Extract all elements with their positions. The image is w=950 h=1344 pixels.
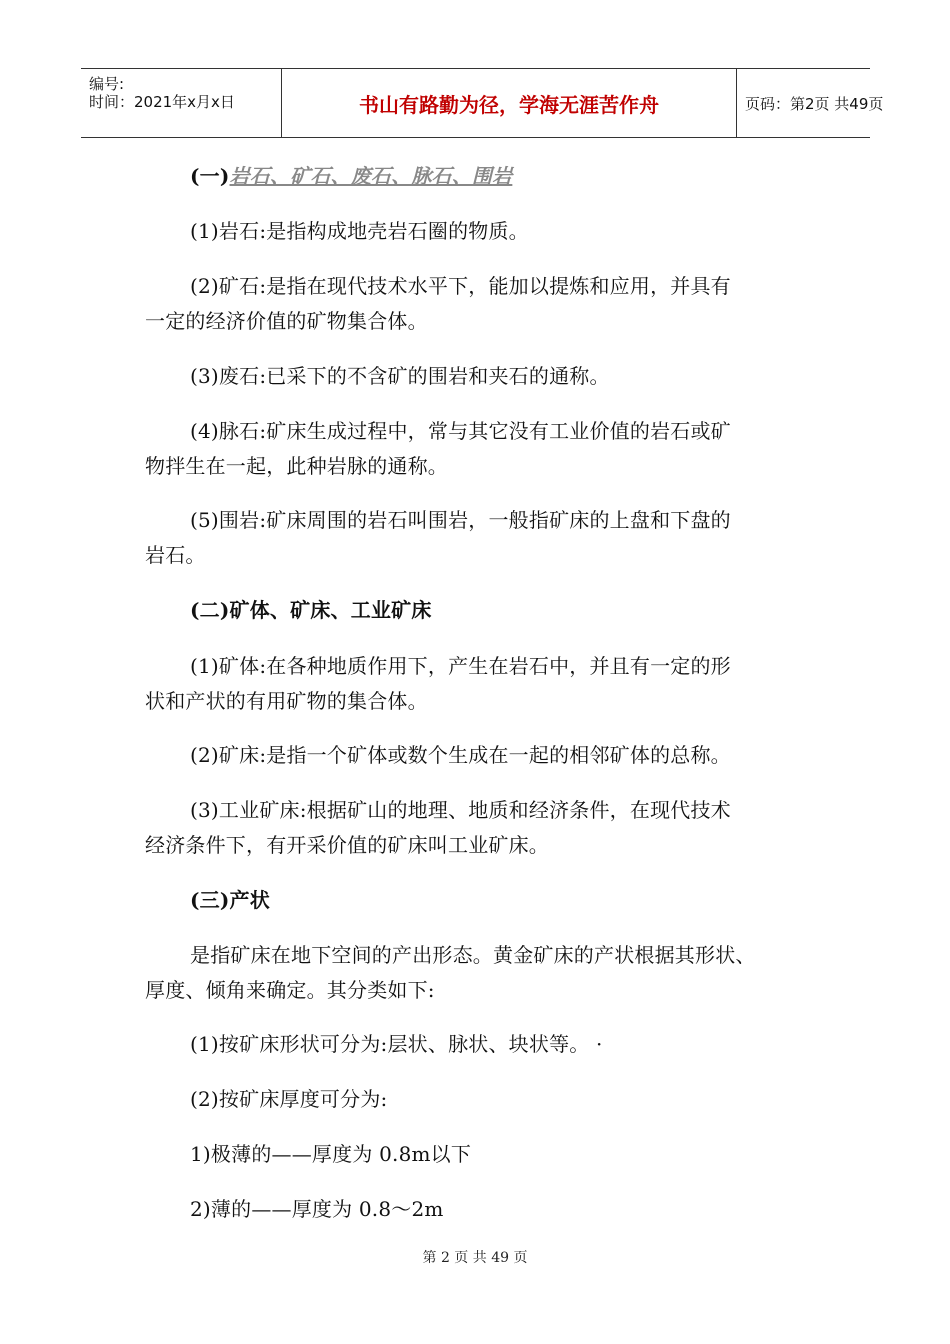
document-header xyxy=(81,68,884,138)
section-1-heading-text: 岩石、矿石、废石、脉石、围岩 xyxy=(229,164,513,188)
header-meta-cell xyxy=(81,69,281,137)
header-page-code: 页码：第2页 共49页 xyxy=(745,95,884,113)
paragraph-line: 1)极薄的——厚度为 0.8m以下 xyxy=(190,1142,472,1166)
section-3-title: (三)产状 xyxy=(190,888,270,912)
paragraph-line: 岩石。 xyxy=(145,543,206,567)
paragraph-line: 一定的经济价值的矿物集合体。 xyxy=(145,309,428,333)
header-motto-cell xyxy=(281,69,737,137)
paragraph-line: (1)按矿床形状可分为:层状、脉状、块状等。 · xyxy=(190,1032,603,1056)
header-motto: 书山有路勤为径，学海无涯苦作舟 xyxy=(359,93,659,117)
paragraph-line: (2)矿床:是指一个矿体或数个生成在一起的相邻矿体的总称。 xyxy=(190,743,731,767)
header-page-cell xyxy=(736,69,884,137)
paragraph-line: (3)工业矿床:根据矿山的地理、地质和经济条件，在现代技术 xyxy=(190,798,731,822)
document-number-label: 编号: xyxy=(89,75,125,93)
page-footer: 第 2 页 共 49 页 xyxy=(422,1250,528,1266)
paragraph-line: 2)薄的——厚度为 0.8～2m xyxy=(190,1197,444,1221)
document-time-label: 时间：2021年x月x日 xyxy=(89,93,235,111)
paragraph-line: (4)脉石:矿床生成过程中，常与其它没有工业价值的岩石或矿 xyxy=(190,419,731,443)
section-1-title xyxy=(190,160,512,189)
paragraph-line: 厚度、倾角来确定。其分类如下: xyxy=(145,978,435,1002)
paragraph-line: (1)矿体:在各种地质作用下，产生在岩石中，并且有一定的形 xyxy=(190,654,731,678)
paragraph-line: (1)岩石:是指构成地壳岩石圈的物质。 xyxy=(190,219,529,243)
section-1-number: (一) xyxy=(190,164,230,188)
paragraph-line: (2)矿石:是指在现代技术水平下，能加以提炼和应用，并具有 xyxy=(190,274,731,298)
section-2-title: (二)矿体、矿床、工业矿床 xyxy=(190,598,432,622)
paragraph-line: (3)废石:已采下的不含矿的围岩和夹石的通称。 xyxy=(190,364,610,388)
paragraph-line: (2)按矿床厚度可分为: xyxy=(190,1087,388,1111)
paragraph-line: 物拌生在一起，此种岩脉的通称。 xyxy=(145,454,448,478)
paragraph-line: (5)围岩:矿床周围的岩石叫围岩，一般指矿床的上盘和下盘的 xyxy=(190,508,731,532)
paragraph-line: 经济条件下，有开采价值的矿床叫工业矿床。 xyxy=(145,833,549,857)
paragraph-line: 是指矿床在地下空间的产出形态。黄金矿床的产状根据其形状、 xyxy=(190,943,756,967)
paragraph-line: 状和产状的有用矿物的集合体。 xyxy=(145,689,428,713)
